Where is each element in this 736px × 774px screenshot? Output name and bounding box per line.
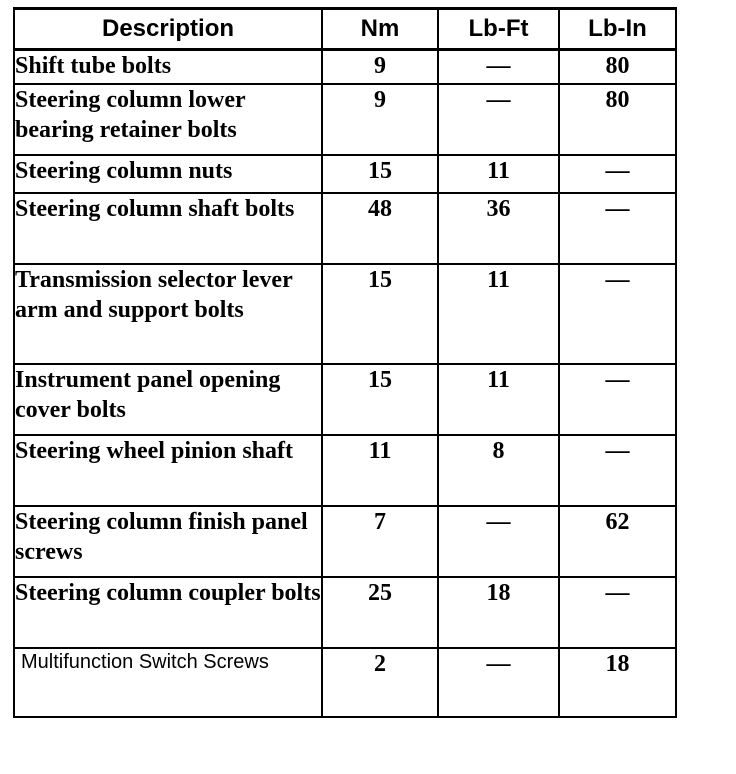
row-nm: 15 [322, 264, 438, 364]
row-description: Steering column lower bearing retainer bolts [14, 84, 322, 155]
row-nm: 25 [322, 577, 438, 648]
row-lbin: 62 [559, 506, 676, 577]
row-lbft: — [438, 84, 559, 155]
row-description: Multifunction Switch Screws [14, 648, 322, 717]
row-description: Transmission selector lever arm and support bolts [14, 264, 322, 364]
row-description: Instrument panel opening cover bolts [14, 364, 322, 435]
row-lbin: — [559, 193, 676, 264]
row-description: Steering wheel pinion shaft [14, 435, 322, 506]
row-lbft: 11 [438, 155, 559, 193]
table-row [14, 506, 676, 577]
header-row [14, 9, 676, 50]
table-row [14, 364, 676, 435]
row-nm: 9 [322, 50, 438, 84]
row-nm: 2 [322, 648, 438, 717]
row-lbin: 80 [559, 50, 676, 84]
row-nm: 48 [322, 193, 438, 264]
table-row [14, 264, 676, 364]
row-lbft: — [438, 50, 559, 84]
header-lbin: Lb-In [559, 9, 676, 50]
row-lbft: 18 [438, 577, 559, 648]
row-lbin: — [559, 364, 676, 435]
row-nm: 9 [322, 84, 438, 155]
row-lbin: 80 [559, 84, 676, 155]
table-row [14, 648, 676, 717]
row-lbft: 36 [438, 193, 559, 264]
row-description: Steering column nuts [14, 155, 322, 193]
header-lbft: Lb-Ft [438, 9, 559, 50]
row-nm: 7 [322, 506, 438, 577]
row-lbin: — [559, 435, 676, 506]
row-lbft: 11 [438, 364, 559, 435]
row-description: Steering column finish panel screws [14, 506, 322, 577]
row-description: Steering column shaft bolts [14, 193, 322, 264]
table-row [14, 155, 676, 193]
row-nm: 15 [322, 364, 438, 435]
row-lbin: — [559, 264, 676, 364]
row-description: Shift tube bolts [14, 50, 322, 84]
table-row [14, 435, 676, 506]
row-lbft: 8 [438, 435, 559, 506]
row-lbin: — [559, 577, 676, 648]
torque-spec-table [13, 7, 677, 718]
table-row [14, 193, 676, 264]
row-nm: 15 [322, 155, 438, 193]
table-row [14, 50, 676, 84]
table-row [14, 577, 676, 648]
row-lbft: — [438, 648, 559, 717]
row-nm: 11 [322, 435, 438, 506]
row-description: Steering column coupler bolts [14, 577, 322, 648]
header-nm: Nm [322, 9, 438, 50]
row-lbin: — [559, 155, 676, 193]
row-lbft: — [438, 506, 559, 577]
row-lbin: 18 [559, 648, 676, 717]
table-row [14, 84, 676, 155]
row-lbft: 11 [438, 264, 559, 364]
header-description: Description [14, 9, 322, 50]
